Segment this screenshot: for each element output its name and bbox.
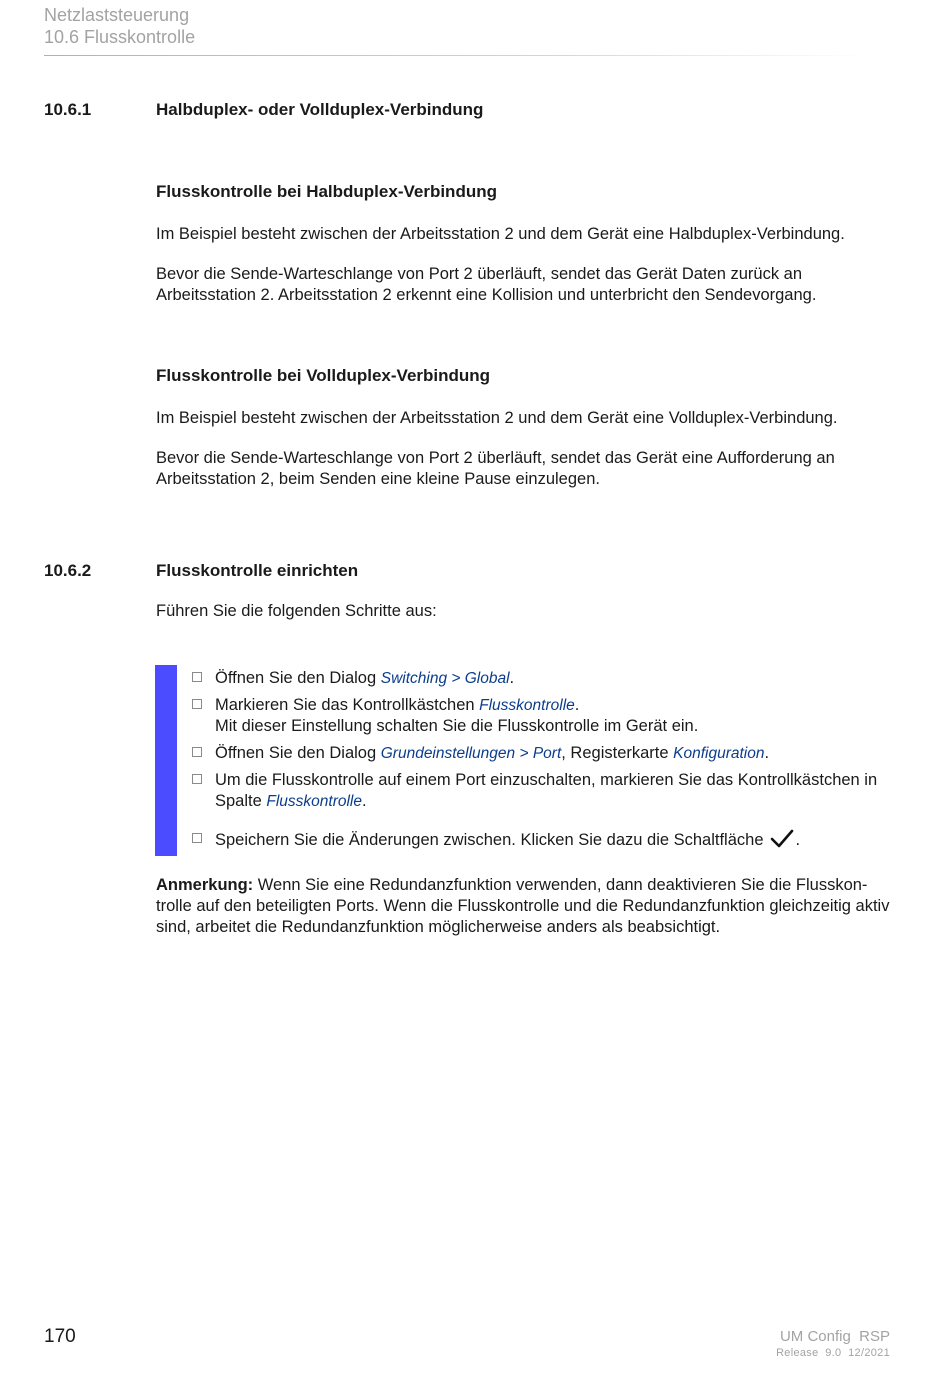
step-text: , Registerkarte bbox=[561, 744, 674, 762]
step-checkbox[interactable] bbox=[192, 699, 202, 709]
section-title: Flusskontrolle einrichten bbox=[156, 561, 359, 580]
step-checkbox[interactable] bbox=[192, 833, 202, 843]
step-checkbox[interactable] bbox=[192, 672, 202, 682]
step-checkbox[interactable] bbox=[192, 774, 202, 784]
ui-column-name: Flusskontrolle bbox=[266, 793, 362, 810]
step-text: . bbox=[362, 792, 367, 810]
step-text: Öffnen Sie den Dialog bbox=[215, 744, 381, 762]
footer-doc-name: UM Config RSP bbox=[779, 1328, 890, 1345]
step-text: Markieren Sie das Kontrollkästchen bbox=[215, 696, 480, 714]
step-item bbox=[192, 668, 892, 689]
subsection-title: Flusskontrolle bei Halbduplex-Verbindung bbox=[156, 182, 497, 201]
intro-text: Führen Sie die folgenden Schritte aus: bbox=[156, 602, 437, 620]
page-number: 170 bbox=[44, 1326, 76, 1347]
note-paragraph bbox=[156, 875, 894, 938]
note-label: Anmerkung: bbox=[156, 876, 254, 894]
section-number: 10.6.2 bbox=[44, 561, 92, 580]
step-text: . bbox=[795, 831, 801, 849]
ui-tab-name: Konfiguration bbox=[673, 745, 765, 762]
step-text: . bbox=[764, 744, 770, 762]
header-section: 10.6 Flusskontrolle bbox=[44, 27, 196, 47]
paragraph: Bevor die Sende-Warteschlange von Port 2 überläuft, sendet das Gerät Daten zurück an Arbeitsstation 2. Arbeitsstation 2 erkennt eine Kollision und unterbricht den Sendevorgang. bbox=[156, 265, 817, 304]
checkmark-icon bbox=[770, 829, 794, 855]
footer-release: Release 9.0 12/2021 bbox=[776, 1347, 890, 1359]
header-chapter: Netzlaststeuerung bbox=[44, 5, 190, 25]
step-text: Speichern Sie die Änderungen zwischen. Klicken Sie dazu die Schaltfläche bbox=[215, 831, 764, 849]
step-item bbox=[192, 695, 892, 737]
instruction-accent-bar bbox=[155, 665, 177, 856]
step-text: . bbox=[574, 696, 580, 714]
step-text: Mit dieser Einstellung schalten Sie die Flusskontrolle im Gerät ein. bbox=[215, 717, 699, 735]
paragraph: Bevor die Sende-Warteschlange von Port 2 überläuft, sendet das Gerät eine Aufforderung an Arbeitsstation 2, beim Senden eine kleine Pause einzulegen. bbox=[156, 449, 835, 488]
subsection-title: Flusskontrolle bei Vollduplex-Verbindung bbox=[156, 366, 491, 385]
step-text: Öffnen Sie den Dialog bbox=[215, 669, 381, 687]
section-number: 10.6.1 bbox=[44, 100, 92, 119]
ui-path: Grundeinstellungen > Port bbox=[380, 745, 562, 762]
step-text: Um die Flusskontrolle auf einem Port einzuschalten, markieren Sie das Kontrollkästchen in Spalte bbox=[215, 771, 878, 810]
step-item bbox=[192, 829, 892, 855]
section-title: Halbduplex- oder Vollduplex-Verbindung bbox=[156, 100, 484, 119]
step-checkbox[interactable] bbox=[192, 747, 202, 757]
paragraph: Im Beispiel besteht zwischen der Arbeitsstation 2 und dem Gerät eine Vollduplex-Verbindung. bbox=[156, 409, 838, 427]
ui-path: Switching > Global bbox=[380, 670, 510, 687]
step-item bbox=[192, 770, 892, 812]
note-text: Wenn Sie eine Redundanzfunktion verwenden, dann deaktivieren Sie die Flusskon-trolle auf den beteiligten Ports. Wenn die Flusskontrolle und die Redundanzfunktion gleichzeitig aktiv sind, arbeitet die Redundanzfunktion möglicherweise anders als beabsichtigt. bbox=[156, 876, 890, 936]
step-item bbox=[192, 743, 892, 764]
ui-path: Flusskontrolle bbox=[479, 697, 575, 714]
header-divider bbox=[44, 55, 870, 56]
paragraph: Im Beispiel besteht zwischen der Arbeitsstation 2 und dem Gerät eine Halbduplex-Verbindung. bbox=[156, 225, 845, 243]
step-text: . bbox=[509, 669, 515, 687]
